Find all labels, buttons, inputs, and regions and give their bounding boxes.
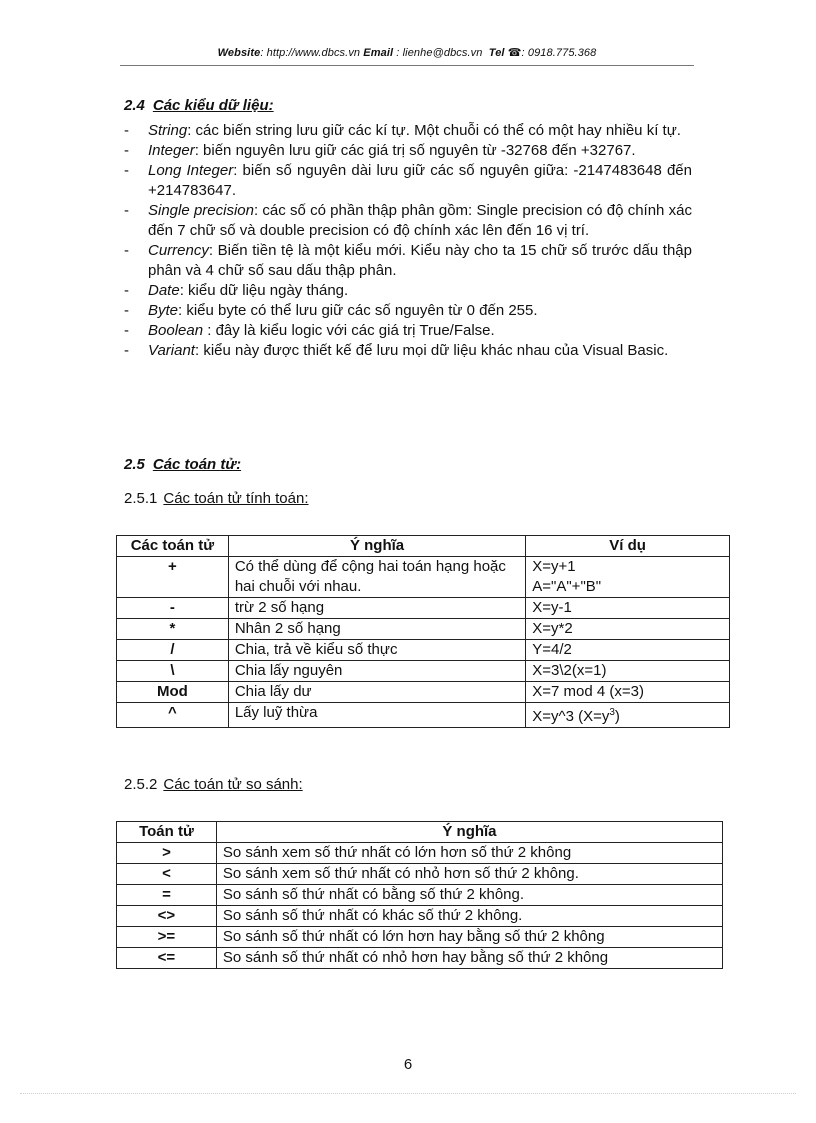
table-row [117,619,730,640]
list-item: - Byte: kiểu byte có thể lưu giữ các số nguyên từ 0 đến 255. [124,302,538,319]
subsection-title-2-5-2 [124,776,303,793]
meaning-cell: trừ 2 số hạng [228,598,525,619]
table-row [117,661,730,682]
column-header: Các toán tử [117,536,229,557]
meaning-cell: Chia, trả về kiểu số thực [228,640,525,661]
website-sep: : [260,47,267,59]
header-rule [120,65,694,66]
phone-icon: ☎ [507,47,522,59]
table-row [117,843,723,864]
list-item: - Integer: biến nguyên lưu giữ các giá trị số nguyên từ -32768 đến +32767. [124,142,636,159]
list-item: - Currency: Biến tiền tệ là một kiểu mới. Kiểu này cho ta 15 chữ số trước dấu thập phân và 4 chữ số sau dấu thập phân. [124,242,692,279]
table-row [117,682,730,703]
table-row [117,948,723,969]
example-cell: X=y^3 $(X=y^3)$ [526,703,730,728]
example-cell: X=y*2 [526,619,730,640]
section-title-2-5 [124,456,241,473]
data-types-list [124,121,692,361]
table-row [117,927,723,948]
column-header: Ý nghĩa [216,822,722,843]
list-item: - Single precision: các số có phần thập phân gồm: Single precision có độ chính xác đến 7 chữ số và double precision có độ chính xác lên đến 16 vị trí. [124,202,692,239]
page-number: 6 [403,1056,413,1073]
operator-cell: + [117,557,229,598]
meaning-cell: So sánh số thứ nhất có bằng số thứ 2 không. [216,885,722,906]
page-header [120,46,694,59]
operator-cell: Mod [117,682,229,703]
subsection-number: 2.5.2 [124,776,158,793]
example-cell: Y=4/2 [526,640,730,661]
subsection-number: 2.5.1 [124,490,158,507]
operator-cell: > [117,843,217,864]
comparison-operators-table [116,821,723,969]
list-item: - Variant: kiểu này được thiết kế để lưu mọi dữ liệu khác nhau của Visual Basic. [124,342,669,359]
table-row [117,885,723,906]
list-item: - Date: kiểu dữ liệu ngày tháng. [124,282,349,299]
operator-cell: / [117,640,229,661]
section-number: 2.4 [124,97,145,114]
meaning-cell: Chia lấy dư [228,682,525,703]
operator-cell: <= [117,948,217,969]
operator-cell: < [117,864,217,885]
operator-cell: >= [117,927,217,948]
meaning-cell: Có thể dùng để cộng hai toán hạng hoặc hai chuỗi với nhau. [228,557,525,598]
column-header: Ý nghĩa [228,536,525,557]
meaning-cell: Lấy luỹ thừa [228,703,525,728]
column-header: Toán tử [117,822,217,843]
meaning-cell: Nhân 2 số hạng [228,619,525,640]
list-item: - String: các biến string lưu giữ các kí tự. Một chuỗi có thể có một hay nhiều kí tự. [124,122,681,139]
page-divider [20,1093,796,1094]
meaning-cell: So sánh số thứ nhất có lớn hơn hay bằng số thứ 2 không [216,927,722,948]
meaning-cell: So sánh số thứ nhất có nhỏ hơn hay bằng số thứ 2 không [216,948,722,969]
website-label: Website [217,47,261,59]
operator-cell: ^ [117,703,229,728]
example-cell: X=y-1 [526,598,730,619]
meaning-cell: So sánh xem số thứ nhất có lớn hơn số thứ 2 không [216,843,722,864]
subsection-heading: Các toán tử tính toán: [163,490,309,507]
email-address[interactable]: lienhe@dbcs.vn [402,47,483,59]
meaning-cell: So sánh số thứ nhất có khác số thứ 2 không. [216,906,722,927]
example-cell: X=y+1 A="A"+"B" [526,557,730,598]
example-cell: X=7 mod 4 (x=3) [526,682,730,703]
table-row [117,703,730,728]
tel-label: Tel [488,47,505,59]
list-item: - Long Integer: biến số nguyên dài lưu giữ các số nguyên giữa: -2147483648 đến +214783647. [124,162,692,199]
list-item: - Boolean : đây là kiểu logic với các giá trị True/False. [124,322,495,339]
example-cell: X=3\2(x=1) [526,661,730,682]
section-heading: Các kiểu dữ liệu: [152,97,274,114]
operator-cell: \ [117,661,229,682]
arithmetic-operators-table [116,535,730,728]
table-row [117,598,730,619]
operator-cell: - [117,598,229,619]
table-row [117,864,723,885]
meaning-cell: So sánh xem số thứ nhất có nhỏ hơn số thứ 2 không. [216,864,722,885]
table-row [117,557,730,598]
section-number: 2.5 [124,456,145,473]
email-sep: : [393,47,403,59]
email-label: Email [363,47,394,59]
section-heading: Các toán tử: [152,456,242,473]
operator-cell: * [117,619,229,640]
operator-cell: <> [117,906,217,927]
meaning-cell: Chia lấy nguyên [228,661,525,682]
column-header: Ví dụ [526,536,730,557]
table-row [117,640,730,661]
tel-number: : 0918.775.368 [521,47,597,59]
table-header-row [117,822,723,843]
subsection-title-2-5-1 [124,490,309,507]
website-url[interactable]: http://www.dbcs.vn [266,47,361,59]
subsection-heading: Các toán tử so sánh: [163,776,303,793]
table-row [117,906,723,927]
table-header-row [117,536,730,557]
section-title-2-4 [124,97,274,114]
operator-cell: = [117,885,217,906]
